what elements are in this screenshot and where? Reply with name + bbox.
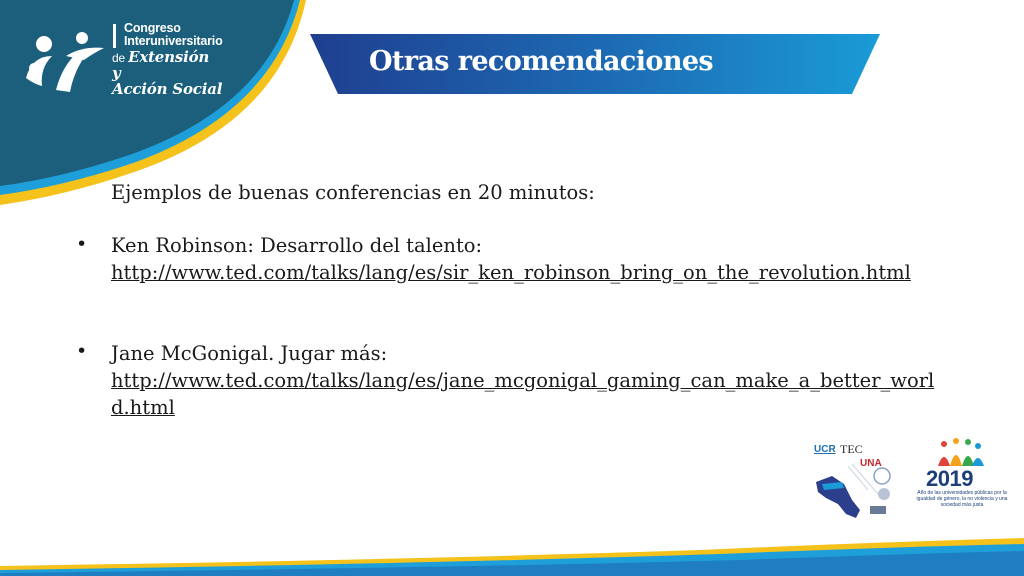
item-label: Jane McGonigal. Jugar más: — [111, 342, 388, 365]
bottom-wave-decoration — [0, 516, 1024, 576]
anniversary-caption: Año de las universidades públicas por la igualdad de género, la no violencia y una sociedad más justa — [916, 490, 1008, 508]
celebrating-people-icon — [930, 438, 990, 468]
list-item — [111, 232, 951, 286]
ted-link[interactable]: http://www.ted.com/talks/lang/es/jane_mcgonigal_gaming_can_make_a_better_world.html — [111, 369, 935, 419]
logo-script-2: Acción Social — [112, 79, 223, 98]
logo-line-1: Congreso — [124, 21, 181, 35]
bullet-icon: • — [76, 340, 88, 362]
logo-line-2: Interuniversitario — [124, 34, 223, 49]
anniversary-2019-logo — [912, 438, 1012, 528]
logo-de: de — [112, 51, 125, 66]
una-label: UNA — [860, 458, 882, 469]
anniversary-year: 2019 — [926, 466, 973, 491]
tec-label: TEC — [840, 442, 863, 456]
ted-link[interactable]: http://www.ted.com/talks/lang/es/sir_ken_robinson_bring_on_the_revolution.html — [111, 261, 911, 284]
item-label: Ken Robinson: Desarrollo del talento: — [111, 234, 483, 257]
list-item — [111, 340, 951, 421]
ucr-label: UCR — [814, 444, 836, 455]
logo-script-1: Extensión y — [112, 48, 210, 82]
partner-universities-logo — [808, 438, 908, 528]
intro-text: Ejemplos de buenas conferencias en 20 minutos: — [111, 181, 595, 204]
bullet-icon: • — [76, 233, 88, 255]
page-title: Otras recomendaciones — [369, 46, 714, 77]
